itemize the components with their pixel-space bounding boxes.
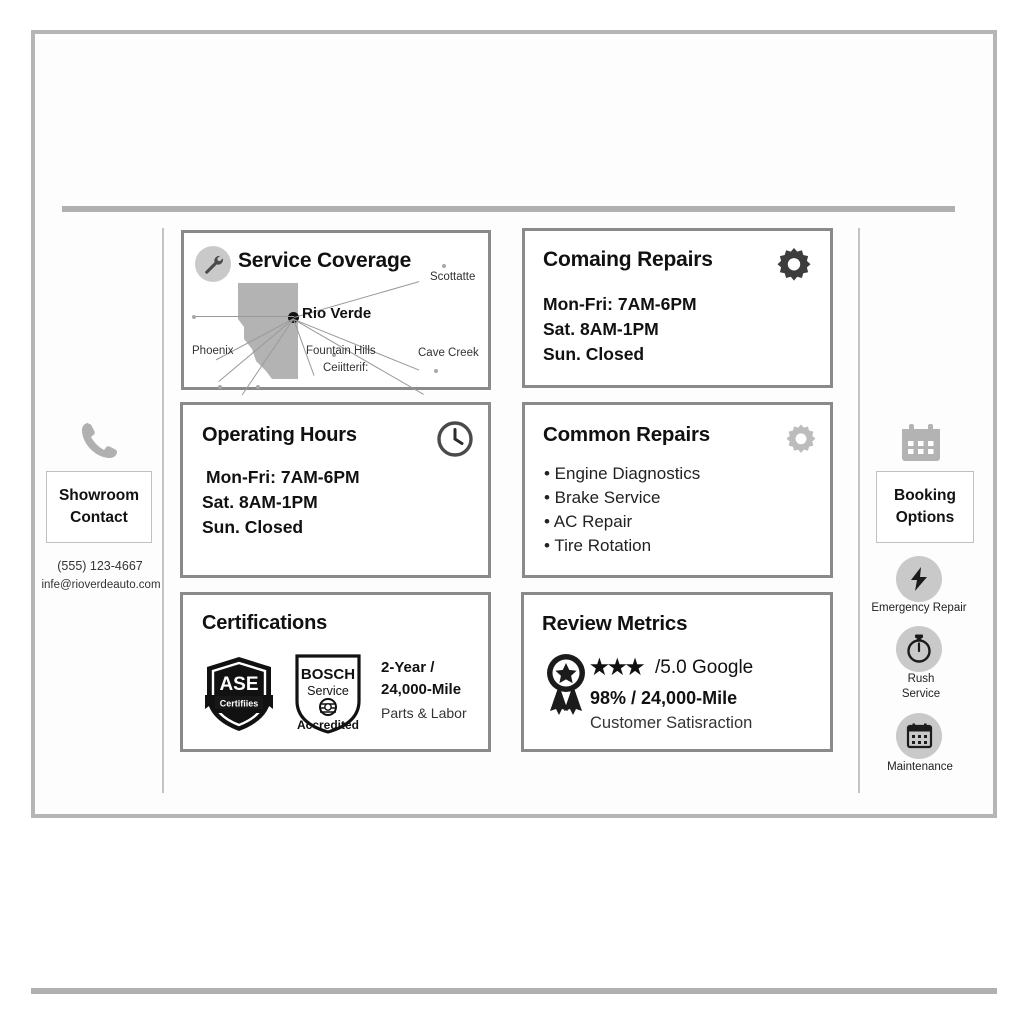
leader-dot-sw-b: [256, 385, 260, 389]
stopwatch-icon: [905, 634, 933, 664]
contact-email-address[interactable]: infe@rioverdeauto.com: [41, 579, 161, 591]
card-title: Review Metrics: [542, 612, 688, 635]
operating-hours-card[interactable]: [180, 402, 491, 578]
leader-dot-cave-creek: [434, 369, 438, 373]
calendar-icon: [906, 723, 933, 749]
svg-text:BOSCH: BOSCH: [300, 666, 356, 683]
certifications-card[interactable]: [180, 592, 491, 752]
map-label-fountain-hills: Fountain Hills: [306, 345, 376, 357]
rush-service-label-line-1: Rush: [907, 673, 935, 685]
common-repairs-card[interactable]: [522, 402, 833, 578]
list-item: • Brake Service: [544, 488, 661, 507]
showroom-contact-line-2: Contact: [70, 509, 128, 526]
card-title: Service Coverage: [238, 249, 412, 272]
bosch-service-accredited-badge-icon: [291, 653, 365, 735]
wrench-icon: [195, 246, 231, 282]
maintenance-label: Maintenance: [887, 761, 953, 773]
hours-line: Sat. 8AM-1PM: [543, 319, 659, 339]
satisfaction-metric: 98% / 24,000-Mile: [590, 688, 738, 708]
map-label-phoenix: Phoenix: [192, 345, 234, 357]
leader-line-phoenix-west: [194, 316, 294, 317]
emergency-repair-button[interactable]: [896, 556, 942, 602]
rush-service-label-line-2: Service: [901, 688, 941, 700]
card-title: Common Repairs: [543, 423, 710, 446]
leader-dot-sw-a: [218, 385, 222, 389]
rush-service-button[interactable]: [896, 626, 942, 672]
showroom-contact-box[interactable]: [46, 471, 152, 543]
review-metrics-card[interactable]: [521, 592, 833, 752]
map-label-rio-verde: Rio Verde: [302, 305, 372, 322]
map-label-center: Ceiitterif:: [323, 362, 369, 374]
warranty-line-3: Parts & Labor: [381, 705, 467, 721]
booking-options-line-2: Options: [895, 509, 955, 526]
showroom-contact-line-1: Showroom: [58, 487, 140, 504]
calendar-icon: [899, 422, 943, 464]
comaing-repairs-card[interactable]: [522, 228, 833, 388]
svg-text:Service: Service: [307, 684, 349, 698]
satisfaction-caption: Customer Satisraction: [590, 714, 753, 732]
card-title: Operating Hours: [202, 424, 357, 446]
booking-options-line-1: Booking: [894, 487, 956, 504]
maintenance-button[interactable]: [896, 713, 942, 759]
award-ribbon-icon: [543, 651, 589, 723]
star-rating-glyphs: ★★★: [590, 656, 644, 679]
map-label-cave-creek: Cave Creek: [418, 347, 479, 359]
hours-line: Mon-Fri: 7AM-6PM: [543, 294, 697, 314]
header-divider-rule: [62, 206, 955, 212]
arizona-state-shape: [232, 281, 316, 391]
clock-icon: [435, 419, 475, 459]
leader-dot-west: [192, 315, 196, 319]
left-column-divider: [162, 228, 164, 793]
contact-phone-number[interactable]: (555) 123-4667: [57, 559, 143, 573]
hours-line: Sun. Closed: [202, 517, 304, 537]
leader-dot-scottatte: [442, 264, 446, 268]
ase-ribbon-text: Certifiies: [219, 698, 259, 709]
svg-text:Accredited: Accredited: [296, 718, 360, 732]
hours-line: Sat. 8AM-1PM: [202, 492, 318, 512]
svg-text:ASE: ASE: [219, 674, 259, 695]
gear-icon: [770, 244, 818, 292]
list-item: • AC Repair: [544, 512, 633, 531]
warranty-line-1: 2-Year /: [381, 659, 435, 676]
lightning-bolt-icon: [907, 566, 931, 592]
emergency-repair-label: Emergency Repair: [871, 602, 967, 614]
rush-service-label: [846, 672, 996, 702]
gear-icon: [780, 421, 822, 463]
hours-line: Sun. Closed: [543, 344, 645, 364]
hours-line: Mon-Fri: 7AM-6PM: [206, 467, 360, 487]
warranty-line-2: 24,000-Mile: [381, 681, 462, 698]
rating-text: /5.0 Google: [655, 657, 754, 678]
right-column-divider: [858, 228, 860, 793]
footer-divider-rule: [31, 988, 997, 994]
map-label-scottatte: Scottatte: [430, 271, 476, 283]
booking-options-box[interactable]: [876, 471, 974, 543]
card-title: Certifications: [202, 612, 328, 634]
ase-certified-badge-icon: [203, 655, 275, 733]
service-coverage-card[interactable]: [181, 230, 491, 390]
phone-icon: [78, 420, 120, 464]
list-item: • Tire Rotation: [544, 536, 652, 555]
card-title: Comaing Repairs: [543, 248, 713, 271]
list-item: • Engine Diagnostics: [544, 464, 701, 483]
